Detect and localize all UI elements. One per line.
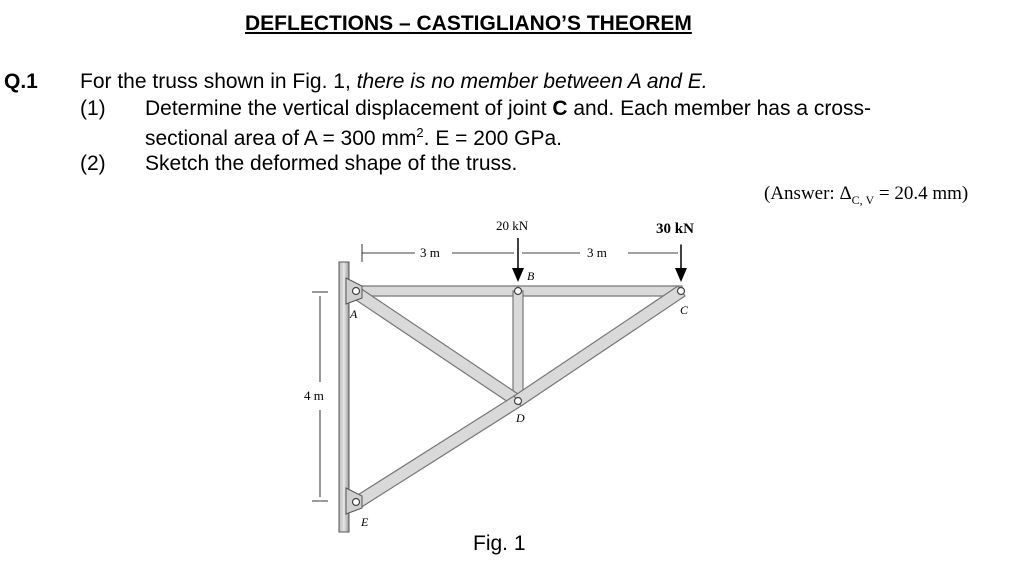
- dim-label-height: 4 m: [304, 388, 324, 403]
- answer-prefix: (Answer: Δ: [764, 183, 852, 204]
- part1-line2-pre: sectional area of A = 300 mm: [145, 127, 417, 150]
- load-label-b: 20 kN: [496, 218, 529, 233]
- part1-line2-sup: 2: [416, 125, 424, 140]
- member-ad: [353, 288, 521, 406]
- dim-label-bc: 3 m: [587, 245, 607, 260]
- member-bc: [518, 286, 682, 296]
- answer-subscript: C, V: [851, 192, 875, 207]
- question-number: Q.1: [4, 70, 38, 93]
- load-arrow-c-head: [675, 268, 687, 282]
- joint-b-pin: [515, 288, 522, 295]
- part1-line1-bold: C: [552, 97, 568, 120]
- member-ed: [353, 396, 521, 508]
- intro-italic: there is no member between A and E.: [356, 70, 708, 93]
- figure-caption: Fig. 1: [473, 532, 526, 555]
- joint-e-pin: [353, 499, 360, 506]
- joint-label-d: D: [516, 411, 525, 425]
- member-ab: [356, 286, 518, 296]
- part1-number: (1): [80, 97, 106, 120]
- joint-d-pin: [515, 398, 522, 405]
- member-bd: [513, 291, 523, 405]
- joint-label-b: B: [527, 269, 535, 283]
- dimension-lines: [312, 244, 681, 501]
- joint-c-pin: [678, 288, 685, 295]
- part2-text: Sketch the deformed shape of the truss.: [145, 152, 518, 175]
- load-arrow-b-head: [512, 268, 524, 282]
- member-dc: [514, 286, 685, 406]
- part1-line1-post: and. Each member has a cross-: [567, 97, 871, 120]
- truss-members: [353, 286, 685, 508]
- part1-line2-post: . E = 200 GPa.: [423, 127, 562, 150]
- part1-line1-pre: Determine the vertical displacement of joint: [145, 97, 553, 120]
- dim-label-ab: 3 m: [420, 245, 440, 260]
- joint-a-pin: [353, 288, 360, 295]
- part2-number: (2): [80, 152, 106, 175]
- load-label-c: 30 kN: [656, 221, 694, 237]
- joint-label-a: A: [350, 307, 358, 321]
- intro-plain: For the truss shown in Fig. 1,: [80, 70, 357, 93]
- joint-label-c: C: [680, 303, 689, 317]
- answer-suffix: = 20.4 mm): [874, 183, 969, 204]
- page-title: DEFLECTIONS – CASTIGLIANO’S THEOREM: [245, 12, 692, 35]
- joint-label-e: E: [361, 515, 369, 529]
